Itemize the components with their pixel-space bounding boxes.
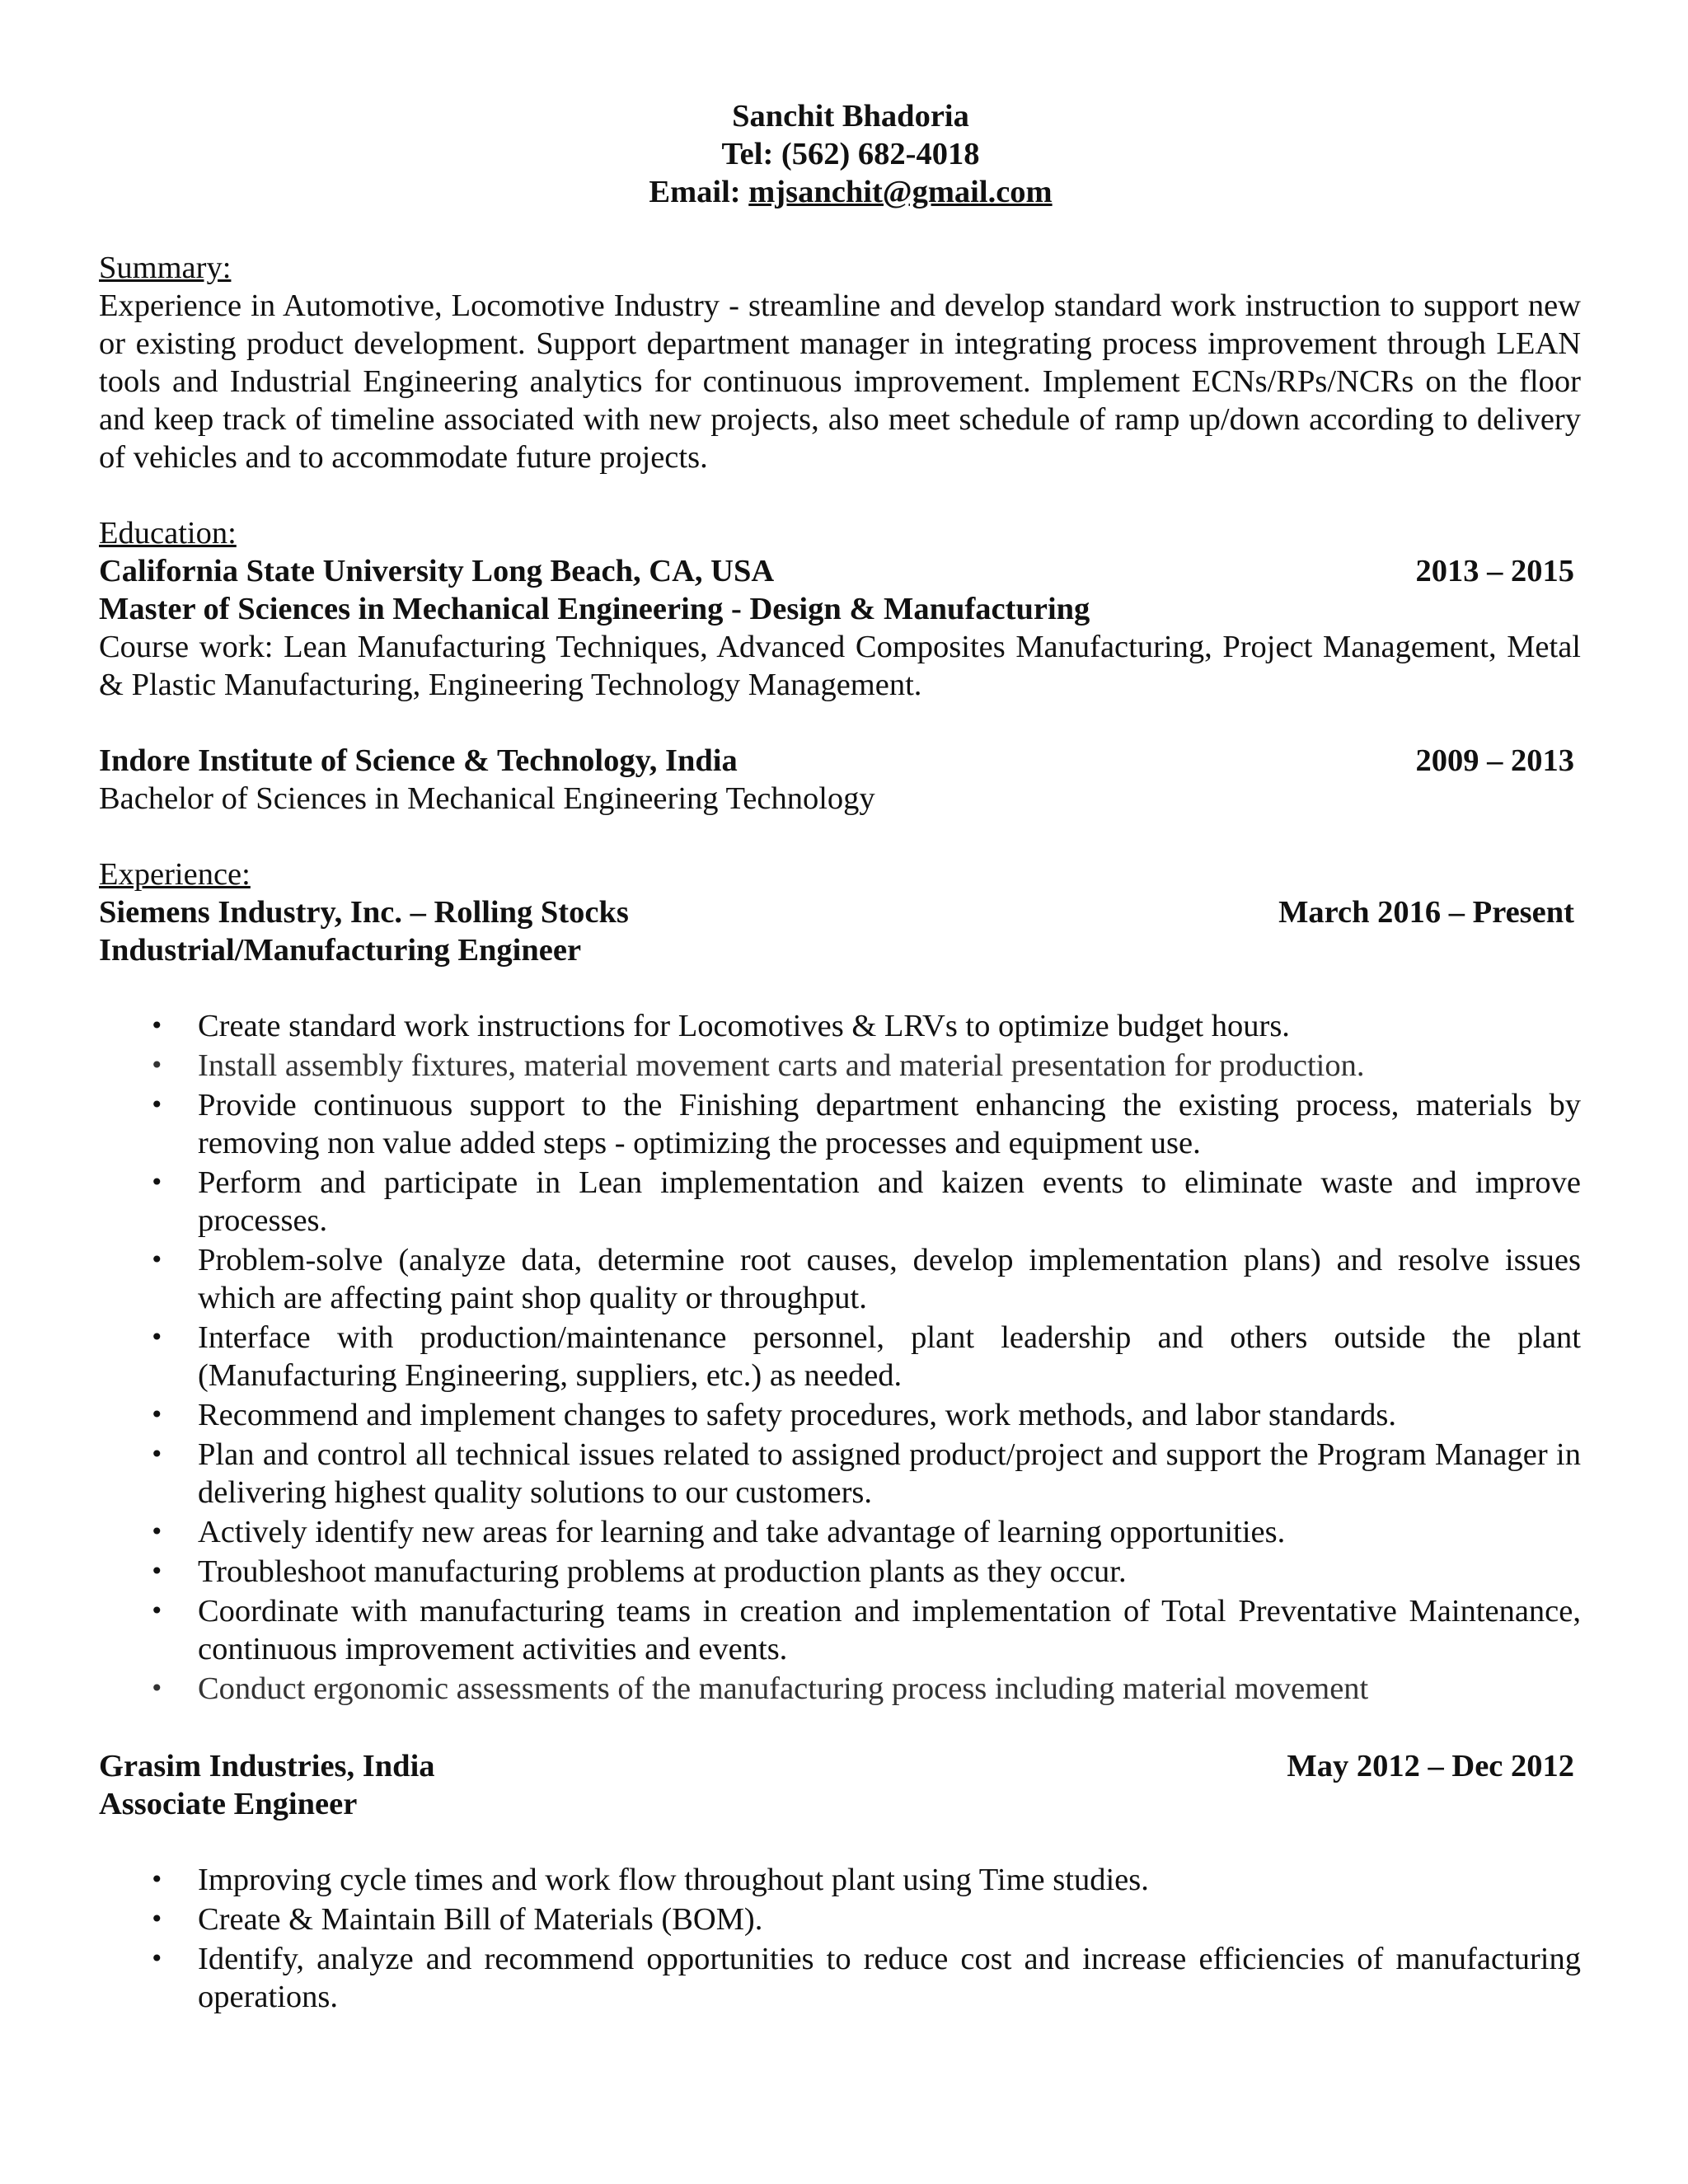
list-item: • Provide continuous support to the Finishing department enhancing the existing process, materials by removing non value added steps - optimizing the processes and equipment use. (150, 1088, 1581, 1160)
education-entry-header (99, 742, 1581, 780)
list-item: • Perform and participate in Lean implementation and kaizen events to eliminate waste and improve processes. (150, 1165, 1581, 1238)
candidate-name: Sanchit Bhadoria (732, 99, 969, 134)
resume-header (120, 97, 1581, 211)
bullet-icon: • (150, 1866, 164, 1893)
email-link[interactable]: mjsanchit@gmail.com (748, 175, 1053, 209)
bullet-icon: • (150, 1518, 164, 1545)
summary-title: Summary: (99, 251, 232, 285)
summary-section (99, 249, 1581, 476)
job-header (99, 1747, 1581, 1785)
school-name: California State University Long Beach, CA, USA (99, 554, 775, 588)
bullet-icon: • (150, 1401, 164, 1428)
bullet-icon: • (150, 1324, 164, 1351)
bullet-icon: • (150, 1091, 164, 1118)
degree-name: Bachelor of Sciences in Mechanical Engineering Technology (99, 781, 875, 816)
education-title: Education: (99, 516, 237, 551)
bullet-icon: • (150, 1905, 164, 1933)
experience-section (99, 855, 1581, 2016)
bullet-icon: • (150, 1945, 164, 1972)
school-dates: 2009 – 2013 (1415, 743, 1574, 778)
job-role: Industrial/Manufacturing Engineer (99, 933, 582, 968)
job-role: Associate Engineer (99, 1787, 358, 1821)
list-item: • Troubleshoot manufacturing problems at production plants as they occur. (150, 1554, 1127, 1589)
list-item: • Interface with production/maintenance personnel, plant leadership and others outside the plant (Manufacturing Engineering, suppliers, etc.) as needed. (150, 1320, 1581, 1393)
bullet-icon: • (150, 1558, 164, 1585)
email-label: Email: (649, 175, 749, 209)
list-item: • Actively identify new areas for learning and take advantage of learning opportunities. (150, 1515, 1286, 1549)
experience-title: Experience: (99, 857, 251, 892)
phone-number: Tel: (562) 682-4018 (721, 137, 980, 171)
list-item: • Identify, analyze and recommend opportunities to reduce cost and increase efficiencies of manufacturing operations. (150, 1942, 1581, 2014)
company-name: Siemens Industry, Inc. – Rolling Stocks (99, 895, 629, 930)
school-name: Indore Institute of Science & Technology, India (99, 743, 738, 778)
school-dates: 2013 – 2015 (1415, 554, 1574, 588)
education-section (99, 514, 1581, 818)
education-entry-header (99, 552, 1581, 590)
bullet-icon: • (150, 1441, 164, 1468)
list-item: • Install assembly fixtures, material movement carts and material presentation for production. (150, 1048, 1365, 1083)
bullet-icon: • (150, 1597, 164, 1624)
list-item: • Create & Maintain Bill of Materials (BOM). (150, 1902, 763, 1937)
company-name: Grasim Industries, India (99, 1749, 435, 1783)
job-dates: May 2012 – Dec 2012 (1287, 1749, 1574, 1783)
job-header (99, 893, 1581, 931)
coursework-text: Course work: Lean Manufacturing Techniques, Advanced Composites Manufacturing, Project Management, Metal & Plastic Manufacturing, Engineering Technology Management. (99, 630, 1581, 702)
list-item: • Problem-solve (analyze data, determine root causes, develop implementation plans) and resolve issues which are affecting paint shop quality or throughput. (150, 1243, 1581, 1315)
job-duties-list (99, 1861, 1581, 2016)
list-item: • Conduct ergonomic assessments of the manufacturing process including material movement (150, 1671, 1369, 1706)
bullet-icon: • (150, 1052, 164, 1079)
list-item: • Recommend and implement changes to safety procedures, work methods, and labor standards. (150, 1398, 1397, 1432)
job-dates: March 2016 – Present (1278, 895, 1574, 930)
list-item: • Create standard work instructions for Locomotives & LRVs to optimize budget hours. (150, 1009, 1290, 1043)
bullet-icon: • (150, 1012, 164, 1039)
list-item: • Improving cycle times and work flow throughout plant using Time studies. (150, 1863, 1149, 1897)
degree-name: Master of Sciences in Mechanical Engineering - Design & Manufacturing (99, 592, 1090, 626)
list-item: • Plan and control all technical issues related to assigned product/project and support the Program Manager in delivering highest quality solutions to our customers. (150, 1437, 1581, 1510)
bullet-icon: • (150, 1675, 164, 1702)
list-item: • Coordinate with manufacturing teams in creation and implementation of Total Preventative Maintenance, continuous improvement activities and events. (150, 1594, 1581, 1666)
bullet-icon: • (150, 1246, 164, 1273)
bullet-icon: • (150, 1169, 164, 1196)
email-line (120, 173, 1581, 211)
summary-text: Experience in Automotive, Locomotive Industry - streamline and develop standard work instruction to support new or existing product development. Support department manager in integrating process improvement through LEAN tools and Industrial Engineering analytics for continuous improvement. Implement ECNs/RPs/NCRs on the floor and keep track of timeline associated with new projects, also meet schedule of ramp up/down according to delivery of vehicles and to accommodate future projects. (99, 288, 1581, 475)
job-duties-list (99, 1007, 1581, 1708)
